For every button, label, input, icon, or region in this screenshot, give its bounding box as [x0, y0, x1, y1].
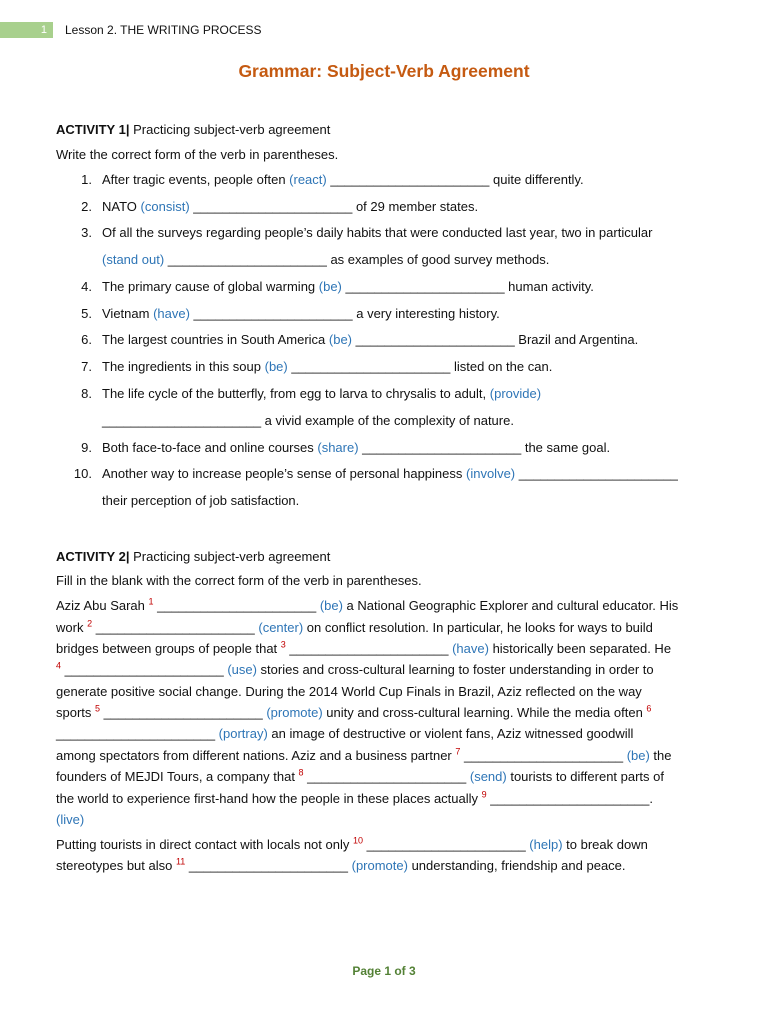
item-number: 7. — [81, 359, 92, 374]
paragraph-text: ______________________ — [92, 620, 259, 635]
document-title: Grammar: Subject-Verb Agreement — [238, 61, 530, 81]
paragraph-line — [56, 598, 678, 614]
verb-hint: (provide) — [489, 386, 542, 401]
paragraph-line — [56, 748, 672, 764]
item-text — [102, 252, 549, 268]
activity2-label: ACTIVITY 2 — [56, 549, 126, 564]
paragraph-text: Putting tourists in direct contact with locals not only — [56, 837, 353, 852]
paragraph-line — [56, 620, 653, 636]
blank-number: 2 — [87, 618, 93, 629]
activity1-instruction: Write the correct form of the verb in parentheses. — [56, 147, 339, 162]
item-text-before: The largest countries in South America — [102, 332, 329, 347]
item-text-after: ______________________ listed on the can. — [287, 359, 553, 374]
item-text — [102, 440, 610, 456]
verb-hint: (be) — [319, 598, 343, 613]
item-text — [102, 413, 514, 429]
verb-hint: (be) — [264, 359, 288, 374]
paragraph-text: on conflict resolution. In particular, he looks for ways to build — [303, 620, 653, 635]
verb-hint: (promote) — [351, 858, 408, 873]
header-lesson-title: Lesson 2. THE WRITING PROCESS — [65, 23, 262, 37]
item-text — [102, 386, 541, 402]
paragraph-line — [56, 684, 642, 700]
item-text-before: The ingredients in this soup — [102, 359, 265, 374]
item-text — [102, 279, 594, 295]
item-text — [102, 493, 299, 509]
paragraph-text: stories and cross-cultural learning to foster understanding in order to — [256, 662, 654, 677]
paragraph-line — [56, 662, 654, 678]
item-text-after: ______________________ a very interesting history. — [189, 306, 500, 321]
item-number: 2. — [81, 199, 92, 214]
paragraph-text: the — [649, 748, 672, 763]
paragraph-text: ______________________ — [285, 641, 453, 656]
blank-number: 9 — [481, 789, 487, 800]
item-text — [102, 359, 552, 375]
verb-hint: (be) — [318, 279, 342, 294]
activity2-instruction: Fill in the blank with the correct form of the verb in parentheses. — [56, 573, 422, 588]
blank-number: 3 — [280, 639, 286, 650]
verb-hint: (share) — [317, 440, 359, 455]
item-text-after: ______________________ — [515, 466, 678, 481]
verb-hint: (help) — [529, 837, 563, 852]
item-text — [102, 199, 478, 215]
paragraph-text: unity and cross-cultural learning. While the media often — [322, 705, 647, 720]
item-text — [102, 172, 584, 188]
paragraph-text: understanding, friendship and peace. — [407, 858, 626, 873]
item-text-after: ______________________ human activity. — [341, 279, 594, 294]
activity1-separator: | — [125, 122, 130, 137]
item-text-before: their perception of job satisfaction. — [102, 493, 300, 508]
item-text — [102, 466, 678, 482]
activity1-heading — [56, 122, 330, 138]
page-header — [0, 22, 768, 38]
paragraph-line — [56, 726, 633, 742]
item-text-before: ______________________ a vivid example of the complexity of nature. — [102, 413, 514, 428]
paragraph-line — [56, 641, 671, 657]
paragraph-text: founders of MEJDI Tours, a company that — [56, 769, 299, 784]
paragraph-text: to break down — [562, 837, 648, 852]
item-text-after: ______________________ quite differently. — [326, 172, 584, 187]
verb-hint: (send) — [469, 769, 507, 784]
paragraph-text: ______________________. — [486, 791, 653, 806]
paragraph-text: ______________________ — [363, 837, 530, 852]
paragraph-line — [56, 812, 84, 828]
item-number: 10. — [73, 466, 92, 481]
verb-hint: (involve) — [466, 466, 516, 481]
paragraph-text: stereotypes but also — [56, 858, 176, 873]
verb-hint: (center) — [258, 620, 304, 635]
blank-number: 6 — [646, 703, 652, 714]
paragraph-text: generate positive social change. During the 2014 World Cup Finals in Brazil, Aziz reflected on the way — [56, 684, 642, 699]
blank-number: 5 — [95, 703, 101, 714]
verb-hint: (react) — [289, 172, 327, 187]
item-text — [102, 306, 500, 322]
item-number: 1. — [81, 172, 92, 187]
paragraph-text: ______________________ — [56, 726, 219, 741]
item-text-after: ______________________ as examples of good survey methods. — [164, 252, 550, 267]
activity1-heading-text: Practicing subject-verb agreement — [129, 122, 331, 137]
blank-number: 8 — [298, 767, 304, 778]
item-text-before: Vietnam — [102, 306, 154, 321]
blank-number: 7 — [455, 746, 461, 757]
blank-number: 1 — [148, 596, 154, 607]
blank-number: 10 — [352, 835, 363, 846]
verb-hint: (use) — [227, 662, 257, 677]
item-number: 4. — [81, 279, 92, 294]
verb-hint: (consist) — [140, 199, 190, 214]
paragraph-text: tourists to different parts of — [506, 769, 665, 784]
paragraph-text: ______________________ — [185, 858, 352, 873]
verb-hint: (have) — [153, 306, 190, 321]
paragraph-line — [56, 791, 653, 807]
verb-hint: (be) — [328, 332, 353, 347]
activity2-separator: | — [125, 549, 130, 564]
page-footer: Page 1 of 3 — [352, 964, 416, 978]
paragraph-text: ______________________ — [460, 748, 627, 763]
item-number: 6. — [81, 332, 92, 347]
paragraph-text: work — [56, 620, 88, 635]
paragraph-text: among spectators from different nations. Aziz and a business partner — [56, 748, 456, 763]
item-text-after: ______________________ Brazil and Argentina. — [352, 332, 639, 347]
item-text-before: The primary cause of global warming — [102, 279, 319, 294]
paragraph-text: Aziz Abu Sarah — [56, 598, 149, 613]
item-text-before: Both face-to-face and online courses — [102, 440, 318, 455]
verb-hint: (promote) — [266, 705, 323, 720]
verb-hint: (live) — [56, 812, 85, 827]
item-text-after: ______________________ the same goal. — [358, 440, 611, 455]
verb-hint: (have) — [452, 641, 489, 656]
item-text — [102, 225, 652, 241]
paragraph-text: sports — [56, 705, 96, 720]
verb-hint: (stand out) — [102, 252, 165, 267]
paragraph-text: a National Geographic Explorer and cultural educator. His — [342, 598, 679, 613]
paragraph-line — [56, 705, 651, 721]
paragraph-text: ______________________ — [100, 705, 267, 720]
paragraph-text: the world to experience first-hand how the people in these places actually — [56, 791, 482, 806]
paragraph-line — [56, 837, 648, 853]
item-text-before: NATO — [102, 199, 141, 214]
item-number: 5. — [81, 306, 92, 321]
paragraph-text: ______________________ — [153, 598, 320, 613]
blank-number: 4 — [56, 660, 62, 671]
paragraph-line — [56, 858, 626, 874]
blank-number: 11 — [175, 856, 186, 867]
header-page-number: 1 — [0, 22, 53, 38]
paragraph-text: bridges between groups of people that — [56, 641, 281, 656]
activity1-label: ACTIVITY 1 — [56, 122, 126, 137]
item-text-before: After tragic events, people often — [102, 172, 290, 187]
paragraph-line — [56, 769, 664, 785]
item-number: 3. — [81, 225, 92, 240]
item-number: 9. — [81, 440, 92, 455]
activity2-heading — [56, 549, 330, 565]
item-text-after: ______________________ of 29 member states. — [189, 199, 479, 214]
verb-hint: (portray) — [218, 726, 268, 741]
item-text-before: Of all the surveys regarding people’s daily habits that were conducted last year, two in particular — [102, 225, 653, 240]
activity2-heading-text: Practicing subject-verb agreement — [129, 549, 331, 564]
item-text-before: Another way to increase people’s sense of personal happiness — [102, 466, 466, 481]
paragraph-text: ______________________ — [61, 662, 228, 677]
item-number: 8. — [81, 386, 92, 401]
item-text-before: The life cycle of the butterfly, from egg to larva to chrysalis to adult, — [102, 386, 490, 401]
paragraph-text: historically been separated. He — [488, 641, 672, 656]
verb-hint: (be) — [626, 748, 650, 763]
paragraph-text: ______________________ — [303, 769, 470, 784]
paragraph-text: an image of destructive or violent fans, Aziz witnessed goodwill — [267, 726, 634, 741]
item-text — [102, 332, 638, 348]
